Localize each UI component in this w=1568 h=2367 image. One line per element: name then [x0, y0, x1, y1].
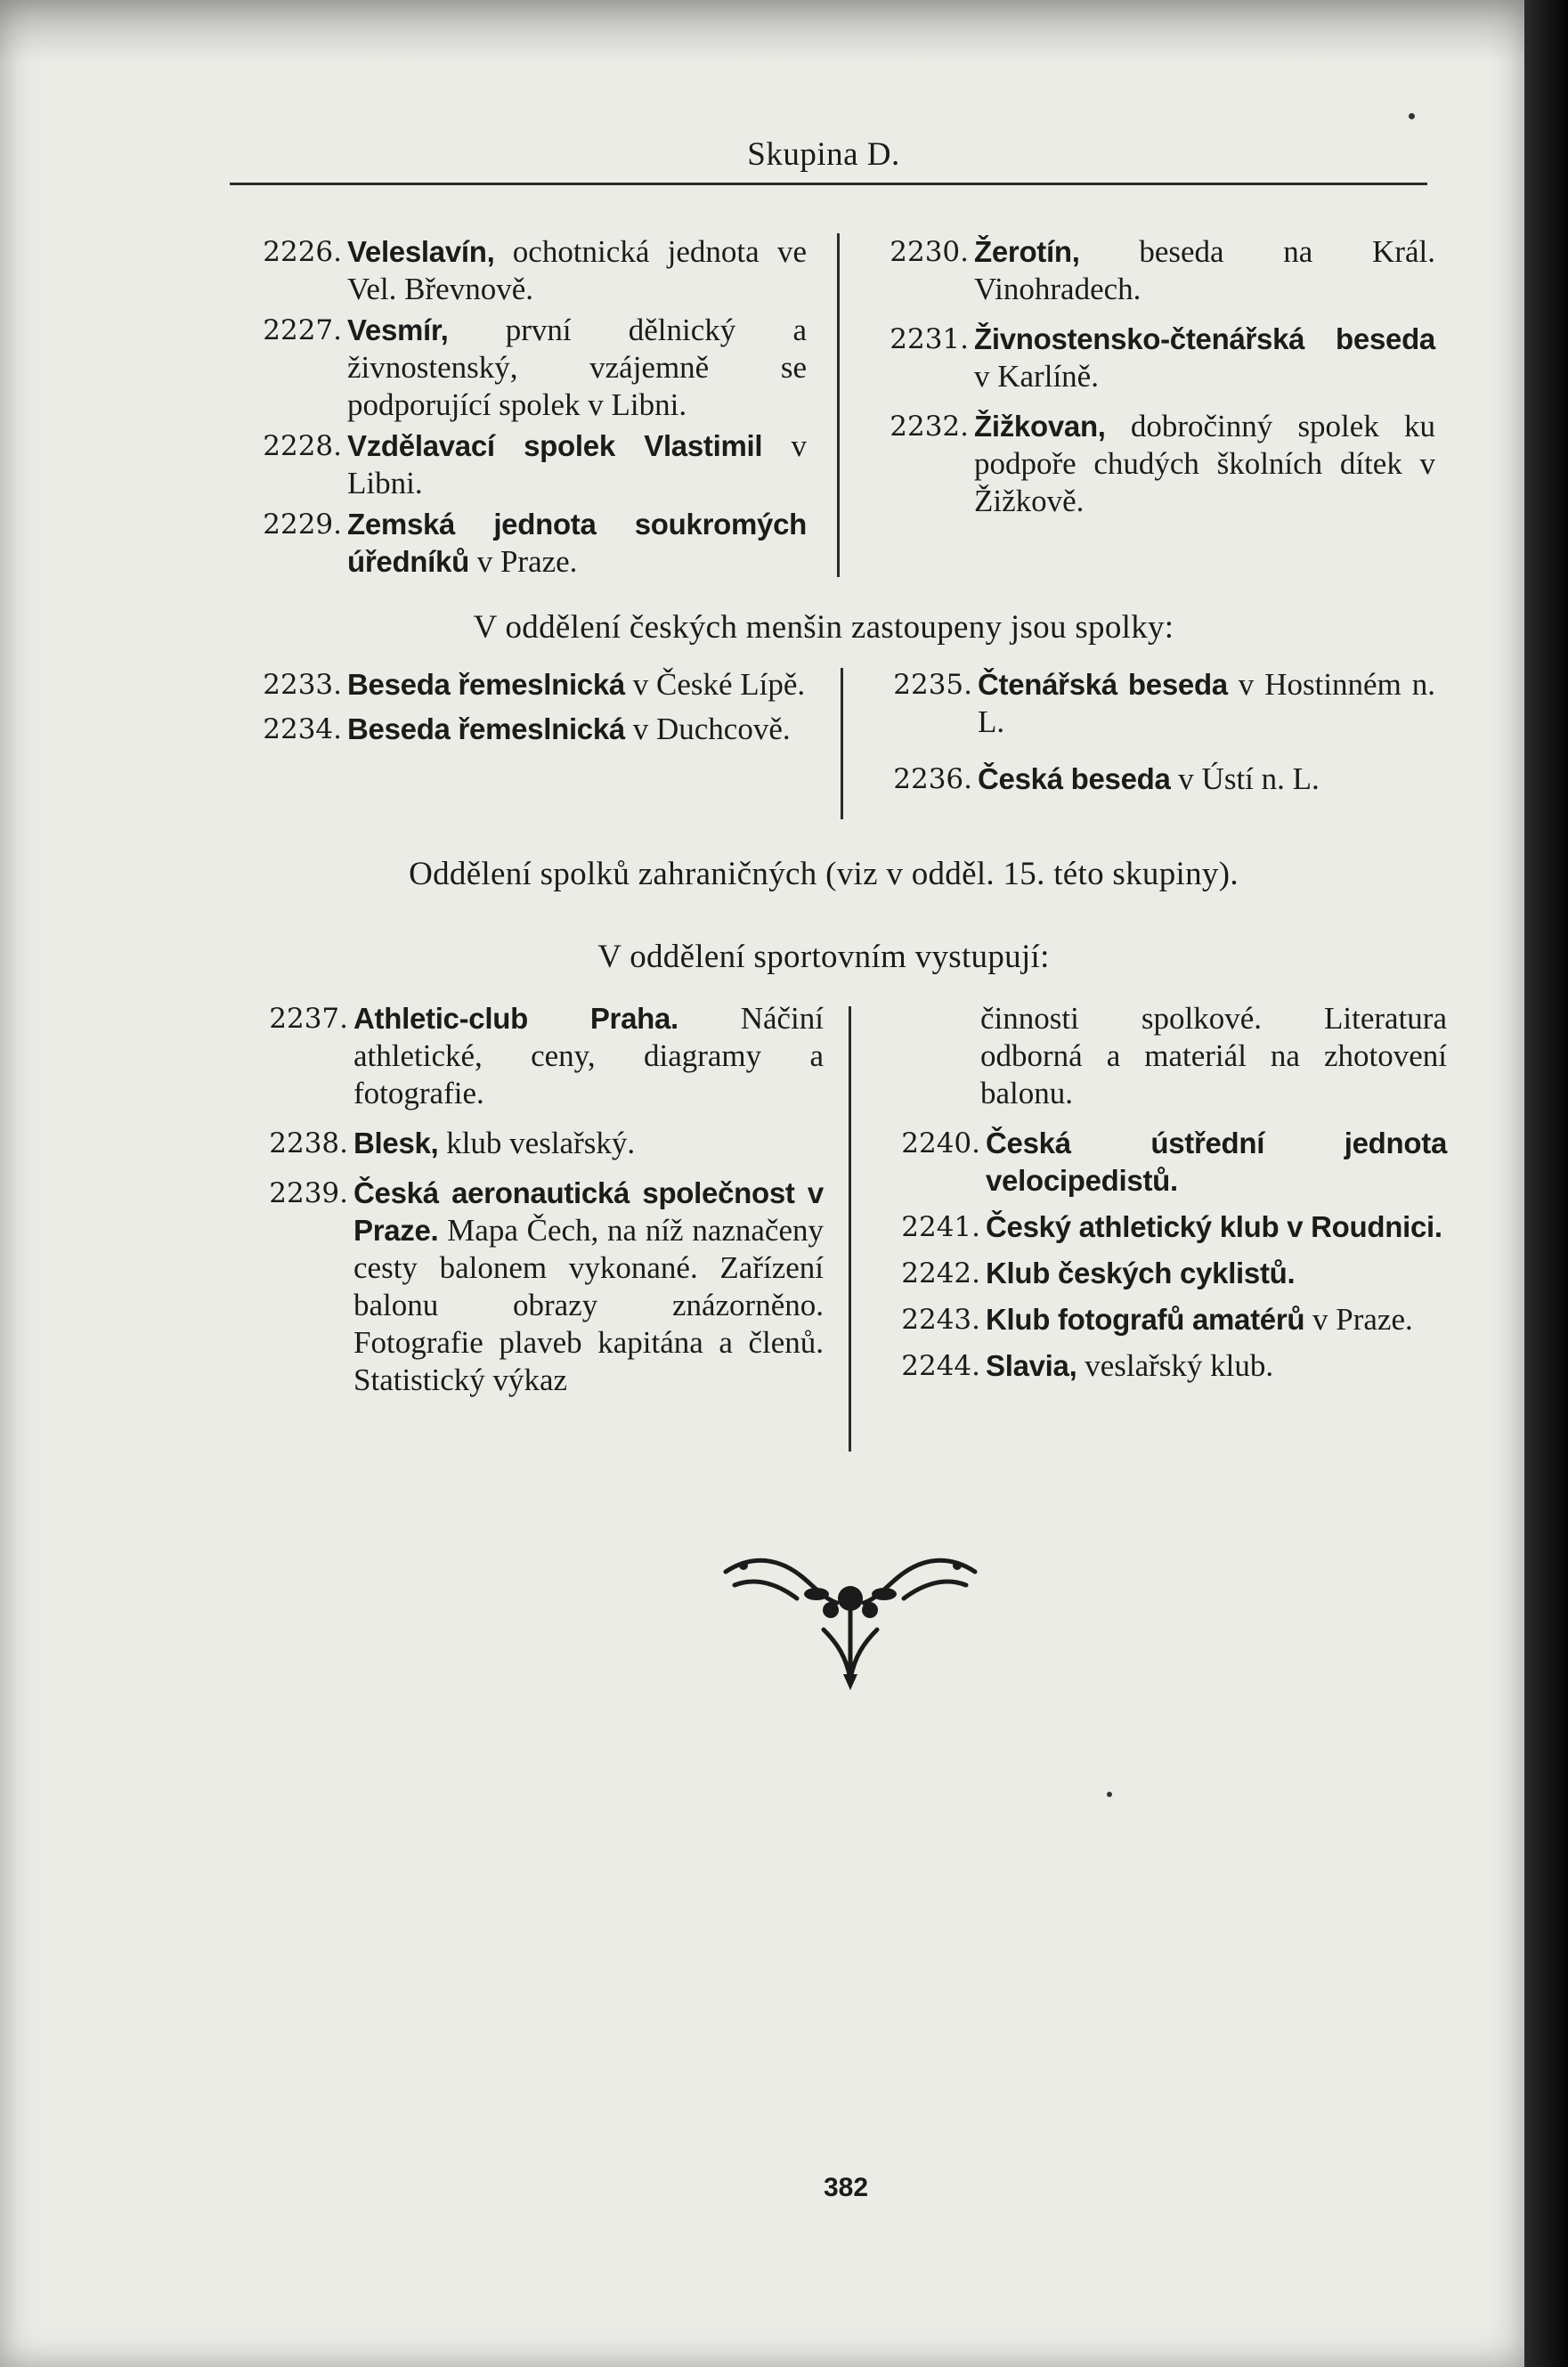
entry-text: v Praze.: [468, 544, 578, 579]
entry-number: 2226.: [263, 236, 342, 268]
entry-text: v Hostinném n. L.: [978, 667, 1435, 739]
entry-name: Klub fotografů amatérů: [986, 1303, 1305, 1336]
entry-name: Žerotín,: [974, 235, 1080, 268]
entry-number: 2238.: [269, 1127, 348, 1159]
entry-name: Čtenářská beseda: [978, 668, 1228, 701]
entry-text: v Ústí n. L.: [1170, 761, 1320, 796]
entry-text: první dělnický a živnostenský, vzájemně se podporující spolek v Libni.: [347, 313, 807, 422]
entry-number: 2243.: [901, 1304, 980, 1336]
entry-text: dobročinný spolek ku podpoře chudých školních dítek v Žižkově.: [974, 409, 1435, 518]
entry-number: 2244.: [901, 1350, 980, 1382]
entry: [236, 1000, 824, 1112]
entry-name: Athletic-club Praha.: [353, 1002, 678, 1035]
entry: [868, 1255, 1447, 1292]
entry-name: Živnostensko-čtenářská beseda: [974, 322, 1435, 355]
scan-speck: [1409, 113, 1415, 119]
header-rule: [230, 183, 1427, 185]
entry-name: Zemská jednota soukromých úředníků: [347, 508, 807, 578]
entry-name: Klub českých cyklistů.: [986, 1257, 1296, 1289]
entry-number: 2241.: [901, 1211, 980, 1243]
entry-name: Žižkovan,: [974, 410, 1106, 443]
block2-left-column: [230, 666, 817, 748]
block3-right-column: [868, 1000, 1447, 1385]
entry: [868, 1208, 1447, 1246]
block1-right-column: [857, 233, 1435, 520]
entry-number: 2229.: [263, 508, 342, 541]
entry: [868, 1301, 1447, 1338]
entry: [236, 1175, 824, 1399]
section-note-foreign: Oddělení spolků zahraničných (viz v odděl. 15. této skupiny).: [409, 856, 1239, 892]
entry: [236, 1125, 824, 1162]
entry: [230, 427, 807, 502]
entry-text: klub veslařský.: [438, 1126, 636, 1160]
entry-text: činnosti spolkové. Literatura odborná a materiál na zhotovení balonu.: [980, 1001, 1447, 1110]
entry-number: 2242.: [901, 1257, 980, 1289]
entry-name: Beseda řemeslnická: [347, 712, 625, 745]
entry-number: 2227.: [263, 314, 342, 346]
entry-name: Vzdělavací spolek Vlastimil: [347, 429, 763, 462]
entry-name: Česká beseda: [978, 762, 1171, 795]
entry-name: Vesmír,: [347, 313, 449, 346]
section-heading-minorities: V oddělení českých menšin zastoupeny jsou spolky:: [473, 609, 1174, 646]
running-head: Skupina D.: [747, 136, 900, 173]
entry-name: Česká aeronautická společnost v Praze.: [353, 1176, 824, 1247]
block1-left-column: [230, 233, 807, 581]
column-divider: [837, 233, 840, 577]
entry-number: 2228.: [263, 430, 342, 462]
entry-number: 2236.: [893, 763, 972, 795]
entry: [230, 506, 807, 581]
entry: [868, 1347, 1447, 1385]
entry-name: Beseda řemeslnická: [347, 668, 625, 701]
entry-text: ochotnická jednota ve Vel. Břevnově.: [347, 234, 807, 306]
column-divider: [849, 1006, 851, 1452]
entry: [230, 666, 817, 704]
entry-text: beseda na Král. Vinohradech.: [974, 234, 1435, 306]
entry: [860, 761, 1435, 798]
entry-number: 2235.: [893, 669, 972, 701]
entry-text: Mapa Čech, na níž naznačeny cesty balonem vykonané. Zařízení balonu obrazy znázorněno. Fotografie plaveb kapitána a členů. Statistický výkaz: [353, 1213, 824, 1397]
scan-border: [1524, 0, 1568, 2367]
entry-name: Česká ústřední jednota velocipedistů.: [986, 1127, 1447, 1197]
entry-number: 2240.: [901, 1127, 980, 1159]
entry-text: v Libni.: [347, 428, 808, 500]
continued-entry: [868, 1000, 1447, 1112]
entry: [868, 1125, 1447, 1200]
entry-number: 2230.: [890, 236, 969, 268]
entry-text: v Praze.: [1304, 1302, 1413, 1337]
entry-text: v Karlíně.: [974, 359, 1099, 394]
entry-text: v České Lípě.: [624, 667, 806, 702]
section-heading-sport: V oddělení sportovním vystupují:: [597, 939, 1050, 975]
entry-name: Veleslavín,: [347, 235, 495, 268]
entry-text: Náčiní athletické, ceny, diagramy a fotografie.: [353, 1001, 824, 1110]
block2-right-column: [860, 666, 1435, 798]
entry: [857, 408, 1435, 520]
entry: [230, 711, 817, 748]
entry-number: 2239.: [269, 1177, 348, 1209]
entry: [857, 233, 1435, 308]
entry: [230, 233, 807, 308]
entry: [230, 312, 807, 424]
entry-number: 2234.: [263, 713, 342, 745]
entry-name: Český athletický klub v Roudnici.: [986, 1210, 1442, 1243]
entry-number: 2231.: [890, 323, 969, 355]
scan-speck: [1107, 1792, 1112, 1797]
entry-number: 2233.: [263, 669, 342, 701]
entry: [860, 666, 1435, 741]
column-divider: [841, 668, 843, 819]
entry-number: 2237.: [269, 1003, 348, 1035]
entry-name: Slavia,: [986, 1349, 1077, 1382]
block3-left-column: [236, 1000, 824, 1399]
page-number: 382: [823, 2173, 869, 2202]
entry-text: v Duchcově.: [624, 712, 791, 746]
scan-shadow: [0, 0, 1524, 62]
decorative-ornament: [717, 1550, 984, 1692]
entry-name: Blesk,: [353, 1127, 439, 1159]
entry: [857, 321, 1435, 395]
entry-text: veslařský klub.: [1076, 1348, 1274, 1383]
entry-number: 2232.: [890, 411, 969, 443]
